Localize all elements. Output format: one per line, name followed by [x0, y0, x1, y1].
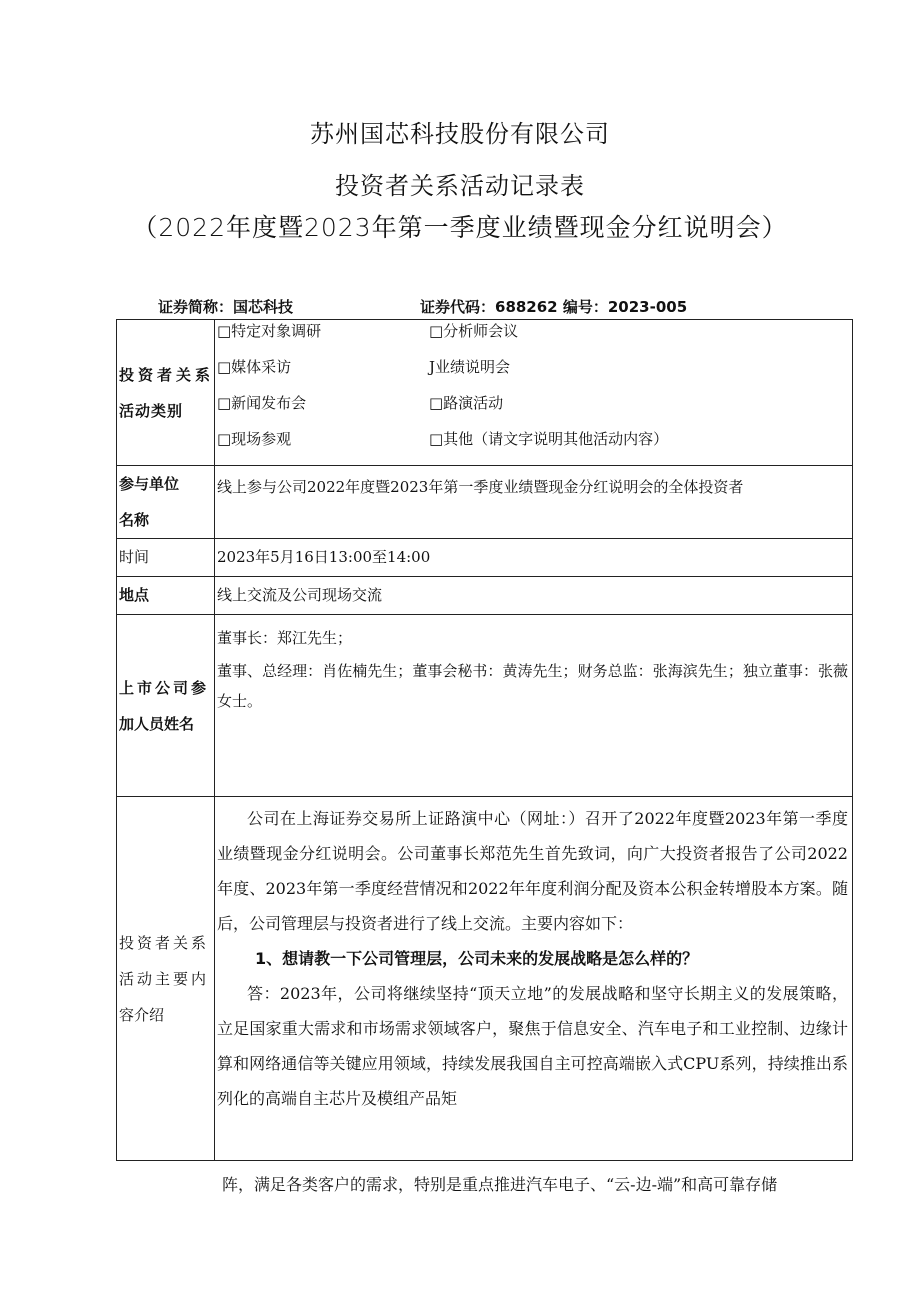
row-participants	[117, 466, 853, 539]
option-press-conference[interactable]: □新闻发布会	[217, 394, 307, 412]
time-value: 2023年5月16日13:00至14:00	[215, 539, 853, 577]
label-place: 地点	[117, 577, 215, 615]
stock-code-number: 证券代码：688262 编号：2023-005	[420, 298, 688, 316]
option-earnings-briefing[interactable]: J业绩说明会	[429, 358, 511, 376]
option-specific-research[interactable]: □特定对象调研	[217, 322, 322, 340]
label-activity-category: 投资者关系 活动类别	[117, 320, 215, 466]
category-options	[217, 320, 848, 464]
label-participants: 参与单位 名称	[117, 466, 215, 539]
stock-meta	[158, 296, 687, 317]
participants-value: 线上参与公司2022年度暨2023年第一季度业绩暨现金分红说明会的全体投资者	[215, 466, 853, 539]
option-roadshow[interactable]: □路演活动	[429, 394, 504, 412]
label-activity-content: 投资者关系 活动主要内 容介绍	[117, 797, 215, 1161]
continuation-text: 阵，满足各类客户的需求，特别是重点推进汽车电子、“云-边-端”和高可靠存储	[222, 1175, 778, 1194]
option-analyst-meeting[interactable]: □分析师会议	[429, 322, 519, 340]
option-media-interview[interactable]: □媒体采访	[217, 358, 292, 376]
form-title: 投资者关系活动记录表	[335, 172, 585, 200]
attendee-chairman: 董事长：郑江先生；	[217, 629, 353, 647]
row-place	[117, 577, 853, 615]
option-other[interactable]: □其他（请文字说明其他活动内容）	[429, 430, 669, 448]
content-answer-1: 答：2023年，公司将继续坚持“顶天立地”的发展战略和坚守长期主义的发展策略，立足国家重大需求和市场需求领域客户，聚焦于信息安全、汽车电子和工业控制、边缘计算和网络通信等关键应用领域，持续发展我国自主可控高端嵌入式CPU系列，持续推出系列化的高端自主芯片及模组产品矩	[217, 984, 848, 1108]
attendee-others: 董事、总经理：肖佐楠先生；董事会秘书：黄涛先生；财务总监：张海滨先生；独立董事：张薇女士。	[217, 662, 848, 710]
event-title: （2022年度暨2023年第一季度业绩暨现金分红说明会）	[132, 213, 788, 242]
stock-short-name: 证券简称：国芯科技	[158, 298, 294, 316]
company-title: 苏州国芯科技股份有限公司	[310, 120, 610, 148]
row-activity-content	[117, 797, 853, 1161]
option-site-visit[interactable]: □现场参观	[217, 430, 292, 448]
label-attendees: 上市公司参 加人员姓名	[117, 615, 215, 797]
row-time	[117, 539, 853, 577]
label-time: 时间	[117, 539, 215, 577]
row-attendees	[117, 615, 853, 797]
content-intro: 公司在上海证券交易所上证路演中心（网址：）召开了2022年度暨2023年第一季度业绩暨现金分红说明会。公司董事长郑范先生首先致词，向广大投资者报告了公司2022年度、2023年第一季度经营情况和2022年年度利润分配及资本公积金转增股本方案。随后，公司管理层与投资者进行了线上交流。主要内容如下：	[217, 809, 848, 933]
place-value: 线上交流及公司现场交流	[215, 577, 853, 615]
content-question-1: 1、想请教一下公司管理层，公司未来的发展战略是怎么样的？	[255, 949, 699, 968]
row-activity-category	[117, 320, 853, 466]
record-table	[116, 319, 853, 1161]
